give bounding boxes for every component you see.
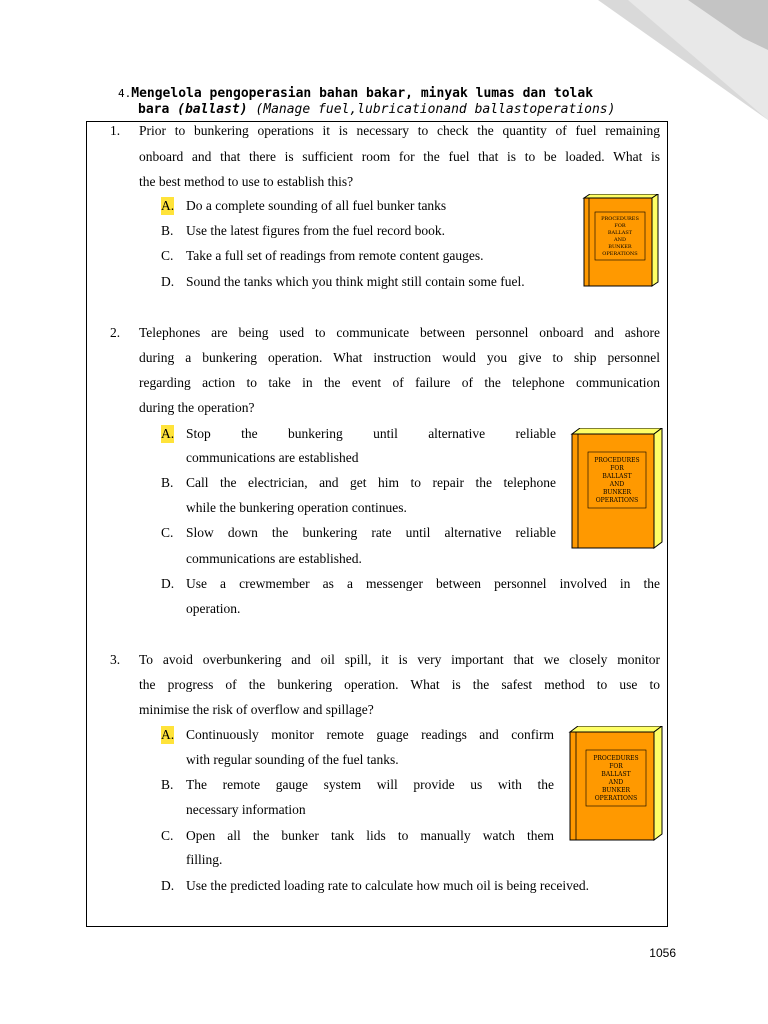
heading-line2-english: (Manage fuel,lubricationand ballastoperations) — [255, 102, 616, 117]
option-text: with regular sounding of the fuel tanks. — [186, 752, 399, 767]
book-label-line: PROCEDURES — [594, 457, 640, 464]
option-text: operation. — [186, 601, 241, 616]
book-label-line: PROCEDURES — [601, 216, 639, 222]
book-label-line: BALLAST — [602, 473, 632, 480]
option-text: Use the latest figures from the fuel record book. — [186, 223, 446, 238]
book-label-line: BUNKER — [602, 489, 632, 496]
book-label-line: PROCEDURES — [593, 755, 639, 762]
option-text: Use the predicted loading rate to calculate how much oil is being received. — [186, 878, 589, 893]
heading-line2-bold: bara — [138, 102, 178, 117]
option-text: Sound the tanks which you think might still contain some fuel. — [186, 274, 525, 289]
option-text: The remote gauge system will provide us with the — [186, 777, 554, 792]
heading-number: 4. — [118, 87, 132, 100]
book-label-line: AND — [614, 237, 626, 243]
heading-line1: Mengelola pengoperasian bahan bakar, minyak lumas dan tolak — [131, 86, 594, 101]
heading-line2-ballast: (ballast) — [177, 102, 256, 117]
option-text: Stop the bunkering until alternative reliable — [186, 426, 556, 441]
procedures-book-icon — [566, 726, 664, 842]
book-label-line: OPERATIONS — [602, 251, 638, 257]
question-text-line: the progress of the bunkering operation. What is the safest method to use to — [139, 677, 660, 692]
book-label-line: FOR — [610, 465, 624, 472]
question-text-line: regarding action to take in the event of failure of the telephone communication — [139, 375, 660, 390]
section-heading — [118, 86, 678, 118]
option-letter: C. — [161, 525, 174, 540]
option-letter: D. — [161, 878, 175, 893]
book-label-line: BUNKER — [601, 787, 631, 794]
option-text: Use a crewmember as a messenger between personnel involved in the — [186, 576, 660, 591]
book-label-line: AND — [609, 481, 625, 488]
book-label-line: OPERATIONS — [594, 795, 638, 802]
question-text-line: during the operation? — [139, 400, 255, 415]
option-text: communications are established — [186, 450, 359, 465]
option-text: Call the electrician, and get him to repair the telephone — [186, 475, 556, 490]
option-letter: B. — [161, 777, 174, 792]
question-number: 3. — [110, 652, 121, 667]
option-text: necessary information — [186, 802, 306, 817]
book-label-line: FOR — [609, 763, 623, 770]
question-text-line: Telephones are being used to communicate between personnel onboard and ashore — [139, 325, 660, 340]
option-letter: D. — [161, 274, 175, 289]
correct-answer-letter: A. — [161, 198, 175, 213]
book-label-line: BALLAST — [607, 230, 633, 236]
book-label-line: FOR — [614, 223, 626, 229]
option-letter: D. — [161, 576, 175, 591]
page-number: 1056 — [649, 946, 676, 960]
question-number: 2. — [110, 325, 121, 340]
option-letter: C. — [161, 248, 174, 263]
procedures-book-icon — [580, 194, 660, 288]
question-text-line: onboard and that there is sufficient room for the fuel that is to be loaded. What is — [139, 149, 660, 164]
option-text: filling. — [186, 852, 223, 867]
option-letter: B. — [161, 475, 174, 490]
option-letter: B. — [161, 223, 174, 238]
option-text: Take a full set of readings from remote content gauges. — [186, 248, 484, 263]
correct-answer-letter: A. — [161, 727, 175, 742]
book-label-line: OPERATIONS — [595, 497, 639, 504]
option-text: Slow down the bunkering rate until alternative reliable — [186, 525, 556, 540]
question-text-line: Prior to bunkering operations it is necessary to check the quantity of fuel remaining — [139, 123, 660, 138]
book-label-line: AND — [608, 779, 624, 786]
question-text-line: minimise the risk of overflow and spillage? — [139, 702, 374, 717]
option-text: Do a complete sounding of all fuel bunker tanks — [186, 198, 447, 213]
option-text: Open all the bunker tank lids to manually watch them — [186, 828, 554, 843]
option-text: Continuously monitor remote guage readings and confirm — [186, 727, 554, 742]
procedures-book-icon — [568, 428, 664, 550]
question-text-line: To avoid overbunkering and oil spill, it is very important that we closely monitor — [139, 652, 660, 667]
book-label-line: BALLAST — [601, 771, 631, 778]
question-number: 1. — [110, 123, 121, 138]
question-text-line: during a bunkering operation. What instruction would you give to ship personnel — [139, 350, 660, 365]
correct-answer-letter: A. — [161, 426, 175, 441]
option-text: while the bunkering operation continues. — [186, 500, 407, 515]
book-label-line: BUNKER — [608, 244, 632, 250]
question-text-line: the best method to use to establish this? — [139, 174, 354, 189]
option-text: communications are established. — [186, 551, 362, 566]
option-letter: C. — [161, 828, 174, 843]
